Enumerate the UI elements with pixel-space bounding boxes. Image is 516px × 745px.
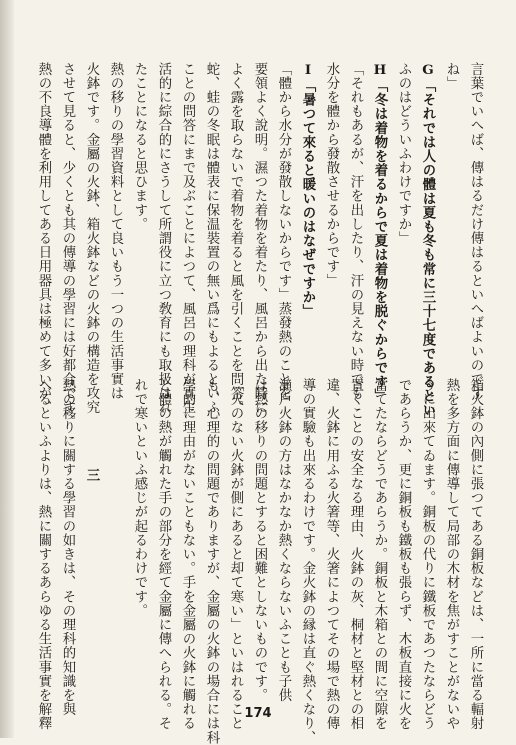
text-line: であらうか、更に銅板も鐵板も張らず、木板直接に火を bbox=[396, 378, 411, 731]
text-line: 活的に綜合的にさうして所謂役に立つ敎育にも取扱はれ bbox=[156, 62, 171, 415]
text-line: と體の熱が觸れた手の部分を經て金屬に傳へられる。そ bbox=[156, 378, 171, 731]
text-line: たことになると思ひます。 bbox=[132, 62, 147, 232]
text-line: 熱を多方面に傳導して局部の木材を焦がすことがないや bbox=[444, 378, 459, 731]
text-line: 「それもあるが、汗を出したり、汗の見えない時でも bbox=[348, 62, 363, 401]
text-line: れで寒いといふ感じが起るわけです。 bbox=[132, 378, 147, 618]
text-line: 違、火鉢に用ふる火箸等、火箸によつてその場で熱の傳 bbox=[324, 378, 339, 731]
text-line: 熱の不良導體を利用してある日用器具は極めて多いが、 bbox=[36, 62, 51, 415]
text-line: 置くことの安全なる理由、火鉢の灰、桐材と堅材との相 bbox=[348, 378, 363, 731]
text-line: 當てたならどうであらうか。銅板と木箱との間に空隙を bbox=[372, 378, 387, 731]
text-line: よく露を取らないで着物を着ると風を引くことを問答。 bbox=[228, 62, 243, 415]
text-line: へるといふよりは、熱に關するあらゆる生活事實を解釋 bbox=[36, 378, 51, 731]
text-line: ことの問答にまで及ぶことによつて、風呂の理科が實生 bbox=[180, 62, 195, 415]
text-line: ふのはどういふわけですか」 bbox=[396, 62, 411, 246]
text-line: 蛇、蛙の冬眠は體表に保温裝置の無い爲にもよるといふ bbox=[204, 62, 219, 415]
text-line: 熱の移りの學習資料として良いもう一つの生活事實は bbox=[108, 62, 123, 401]
page-number: 174 bbox=[244, 706, 272, 721]
section-heading: 三 bbox=[84, 468, 100, 483]
page-edge bbox=[0, 0, 14, 738]
text-line: 要領よく說明。濕つた着物を着たり、風呂から出た時に bbox=[252, 62, 267, 415]
text-line: I「暑つて來ると暖いのはなぜですか」 bbox=[300, 62, 316, 319]
text-line: 「火のない火鉢が側にあると却て寒い」といはれること bbox=[228, 378, 243, 731]
text-line: ね」 bbox=[444, 62, 459, 91]
text-line: うに出來てゐます。銅板の代りに鐵板であつたならどう bbox=[420, 378, 435, 731]
text-line: 導の實驗も出來るわけです。金火鉢の縁は直ぐ熱くなり、 bbox=[300, 378, 315, 745]
text-line: 水分を體から發散させるからです」 bbox=[324, 62, 339, 288]
text-line: させて見ると、少くとも其の傳導の學習には好都合です。 bbox=[60, 62, 75, 429]
text-line: 瀨戶火鉢の方はなかなか熱くならないふことも子供 bbox=[276, 378, 291, 703]
text-line: G「それでは人の體は夏も冬も常に三十七度であるとい bbox=[420, 62, 436, 418]
text-line: 「體から水分が發散しないからです」蒸發熱のことを bbox=[276, 62, 291, 401]
text-line: 學的に理由がないこともない。手を金屬の火鉢に觸れる bbox=[180, 378, 195, 731]
text-line: H「冬は着物を着るからで夏は着物を脱ぐからです」 bbox=[372, 62, 388, 403]
text-line: は熱の移りの問題とすると困難としないものです。 bbox=[252, 378, 267, 703]
text-line: 箱火鉢の內側に張つてある銅板などは、一所に當る輻射 bbox=[468, 378, 483, 731]
text-line: も、心理的の問題でありますが、金屬の火鉢の場合には科 bbox=[204, 378, 219, 745]
text-line: 言葉でいへば、傳はるだけ傳はるといへばよいのです bbox=[468, 62, 483, 401]
text-line: 火鉢です。金屬の火鉢、箱火鉢などの火鉢の構造を攻究 bbox=[84, 62, 99, 415]
text-line: 熱の移りに關する學習の如きは、その理科的知識を與 bbox=[60, 378, 75, 717]
